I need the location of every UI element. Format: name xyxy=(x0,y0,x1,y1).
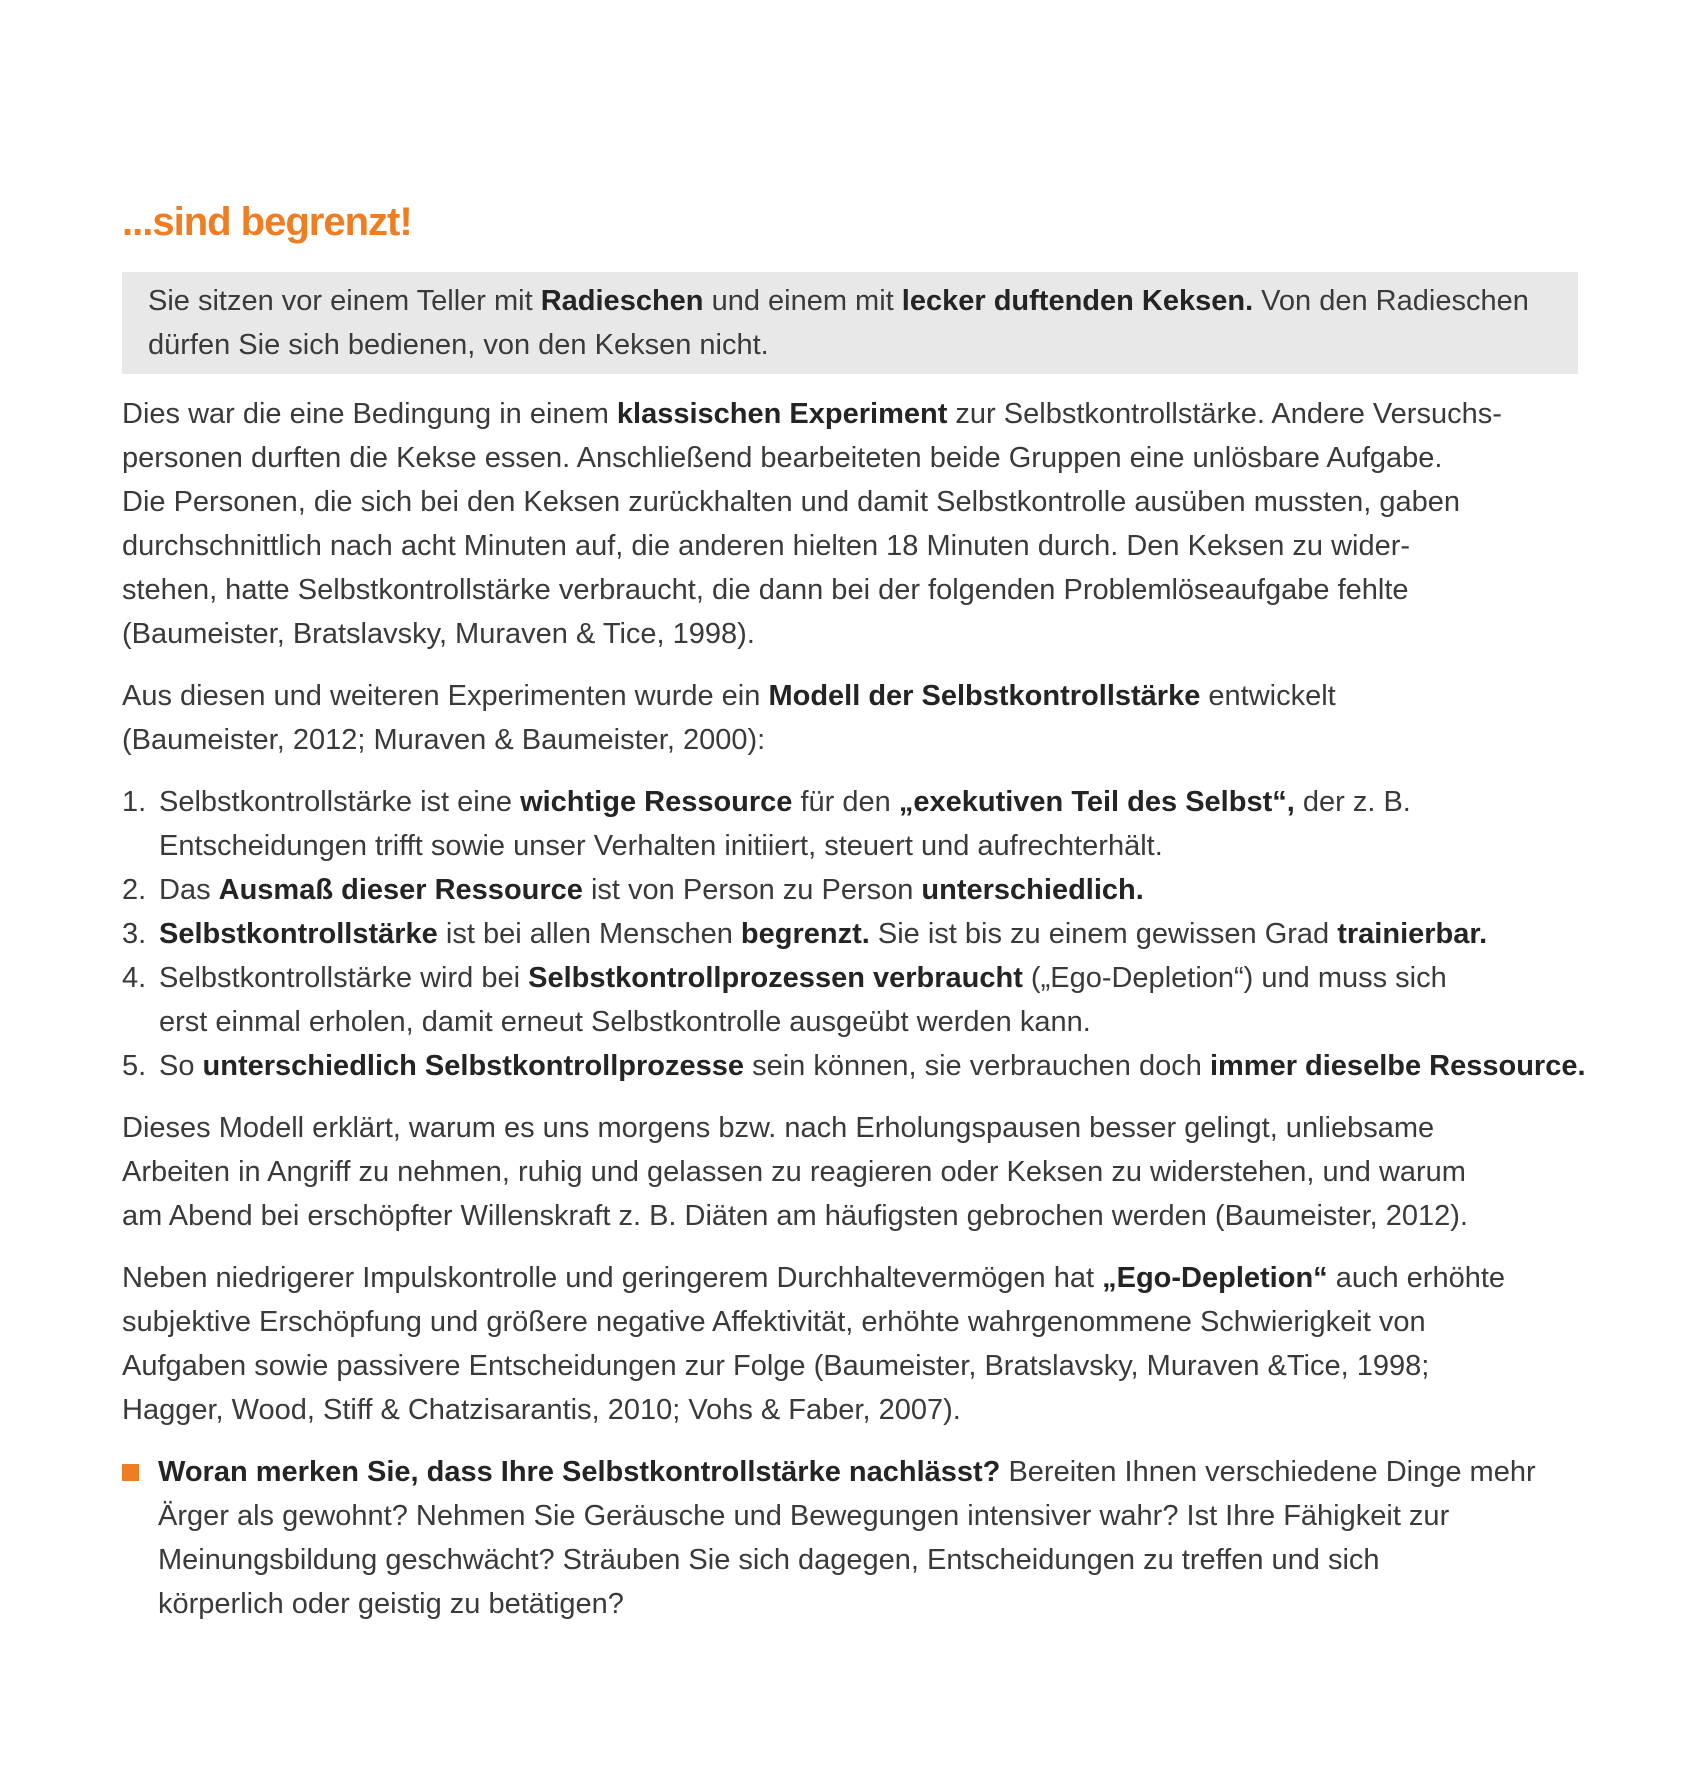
text-line: körperlich oder geistig zu betätigen? xyxy=(158,1588,624,1620)
list-item-text xyxy=(159,956,1580,1044)
text-line: subjektive Erschöpfung und größere negative Affektivität, erhöhte wahrgenommene Schwierigkeit von xyxy=(122,1306,1426,1338)
list-item-3 xyxy=(122,912,1580,956)
text-line: Hagger, Wood, Stiff & Chatzisarantis, 2010; Vohs & Faber, 2007). xyxy=(122,1394,961,1426)
text-line: Aus diesen und weiteren Experimenten wurde ein Modell der Selbstkontrollstärke entwickelt xyxy=(122,680,1336,712)
text-line: Neben niedrigerer Impulskontrolle und geringerem Durchhaltevermögen hat „Ego-Depletion“ auch erhöhte xyxy=(122,1262,1506,1294)
text-line: Aufgaben sowie passivere Entscheidungen zur Folge (Baumeister, Bratslavsky, Muraven &Tice, 1998; xyxy=(122,1350,1430,1382)
list-item-2 xyxy=(122,868,1580,912)
paragraph-ego-depletion xyxy=(122,1256,1580,1432)
text-line: Entscheidungen trifft sowie unser Verhalten initiiert, steuert und aufrechterhält. xyxy=(159,830,1163,862)
list-item-text xyxy=(159,868,1580,912)
model-list xyxy=(122,780,1586,1088)
list-item-5 xyxy=(122,1044,1586,1088)
text-line: (Baumeister, Bratslavsky, Muraven & Tice, 1998). xyxy=(122,618,755,650)
list-item-1 xyxy=(122,780,1580,868)
list-item-number: 4. xyxy=(122,962,147,994)
text-line: Selbstkontrollstärke wird bei Selbstkontrollprozessen verbraucht („Ego-Depletion“) und muss sich xyxy=(159,962,1447,994)
text-line: am Abend bei erschöpfter Willenskraft z. B. Diäten am häufigsten gebrochen werden (Baumeister, 2012). xyxy=(122,1200,1468,1232)
text-line: Sie sitzen vor einem Teller mit Radieschen und einem mit lecker duftenden Keksen. Von den Radieschen xyxy=(148,285,1529,317)
text-line: Meinungsbildung geschwächt? Sträuben Sie sich dagegen, Entscheidungen zu treffen und sich xyxy=(158,1544,1380,1576)
intro-box xyxy=(122,272,1578,374)
page-content xyxy=(122,200,1586,1626)
paragraph-model-explains xyxy=(122,1106,1580,1238)
text-line: Dieses Modell erklärt, warum es uns morgens bzw. nach Erholungspausen besser gelingt, unliebsame xyxy=(122,1112,1435,1144)
page-title: ...sind begrenzt! xyxy=(122,200,412,244)
list-item-text xyxy=(159,912,1580,956)
text-line: Die Personen, die sich bei den Keksen zurückhalten und damit Selbstkontrolle ausüben mussten, gaben xyxy=(122,486,1461,518)
question-block xyxy=(122,1450,1580,1626)
text-line: So unterschiedlich Selbstkontrollprozesse sein können, sie verbrauchen doch immer dieselbe Ressource. xyxy=(159,1050,1586,1082)
list-item-number: 5. xyxy=(122,1050,147,1082)
text-line: personen durften die Kekse essen. Anschließend bearbeiteten beide Gruppen eine unlösbare Aufgabe. xyxy=(122,442,1443,474)
list-item-number: 1. xyxy=(122,786,147,818)
list-item-number: 2. xyxy=(122,874,147,906)
text-line: Selbstkontrollstärke ist bei allen Menschen begrenzt. Sie ist bis zu einem gewissen Grad trainierbar. xyxy=(159,918,1488,950)
text-line: stehen, hatte Selbstkontrollstärke verbraucht, die dann bei der folgenden Problemlöseaufgabe fehlte xyxy=(122,574,1409,606)
text-line: durchschnittlich nach acht Minuten auf, die anderen hielten 18 Minuten durch. Den Keksen zu wider- xyxy=(122,530,1411,562)
orange-square-bullet-icon xyxy=(122,1464,139,1481)
question-text xyxy=(158,1450,1580,1626)
text-line: (Baumeister, 2012; Muraven & Baumeister, 2000): xyxy=(122,724,766,756)
text-line: Ärger als gewohnt? Nehmen Sie Geräusche und Bewegungen intensiver wahr? Ist Ihre Fähigkeit zur xyxy=(158,1500,1450,1532)
text-line: erst einmal erholen, damit erneut Selbstkontrolle ausgeübt werden kann. xyxy=(159,1006,1091,1038)
text-line: Selbstkontrollstärke ist eine wichtige Ressource für den „exekutiven Teil des Selbst“, der z. B. xyxy=(159,786,1411,818)
list-item-4 xyxy=(122,956,1580,1044)
paragraph-model xyxy=(122,674,1580,762)
paragraph-experiment xyxy=(122,392,1580,656)
list-item-text xyxy=(159,780,1580,868)
list-item-number: 3. xyxy=(122,918,147,950)
text-line: Woran merken Sie, dass Ihre Selbstkontrollstärke nachlässt? Bereiten Ihnen verschiedene Dinge mehr xyxy=(158,1456,1536,1488)
list-item-text xyxy=(159,1044,1586,1088)
text-line: Das Ausmaß dieser Ressource ist von Person zu Person unterschiedlich. xyxy=(159,874,1144,906)
text-line: Arbeiten in Angriff zu nehmen, ruhig und gelassen zu reagieren oder Keksen zu widerstehen, und warum xyxy=(122,1156,1466,1188)
text-line: Dies war die eine Bedingung in einem klassischen Experiment zur Selbstkontrollstärke. Andere Versuchs- xyxy=(122,398,1502,430)
text-line: dürfen Sie sich bedienen, von den Keksen nicht. xyxy=(148,329,769,361)
